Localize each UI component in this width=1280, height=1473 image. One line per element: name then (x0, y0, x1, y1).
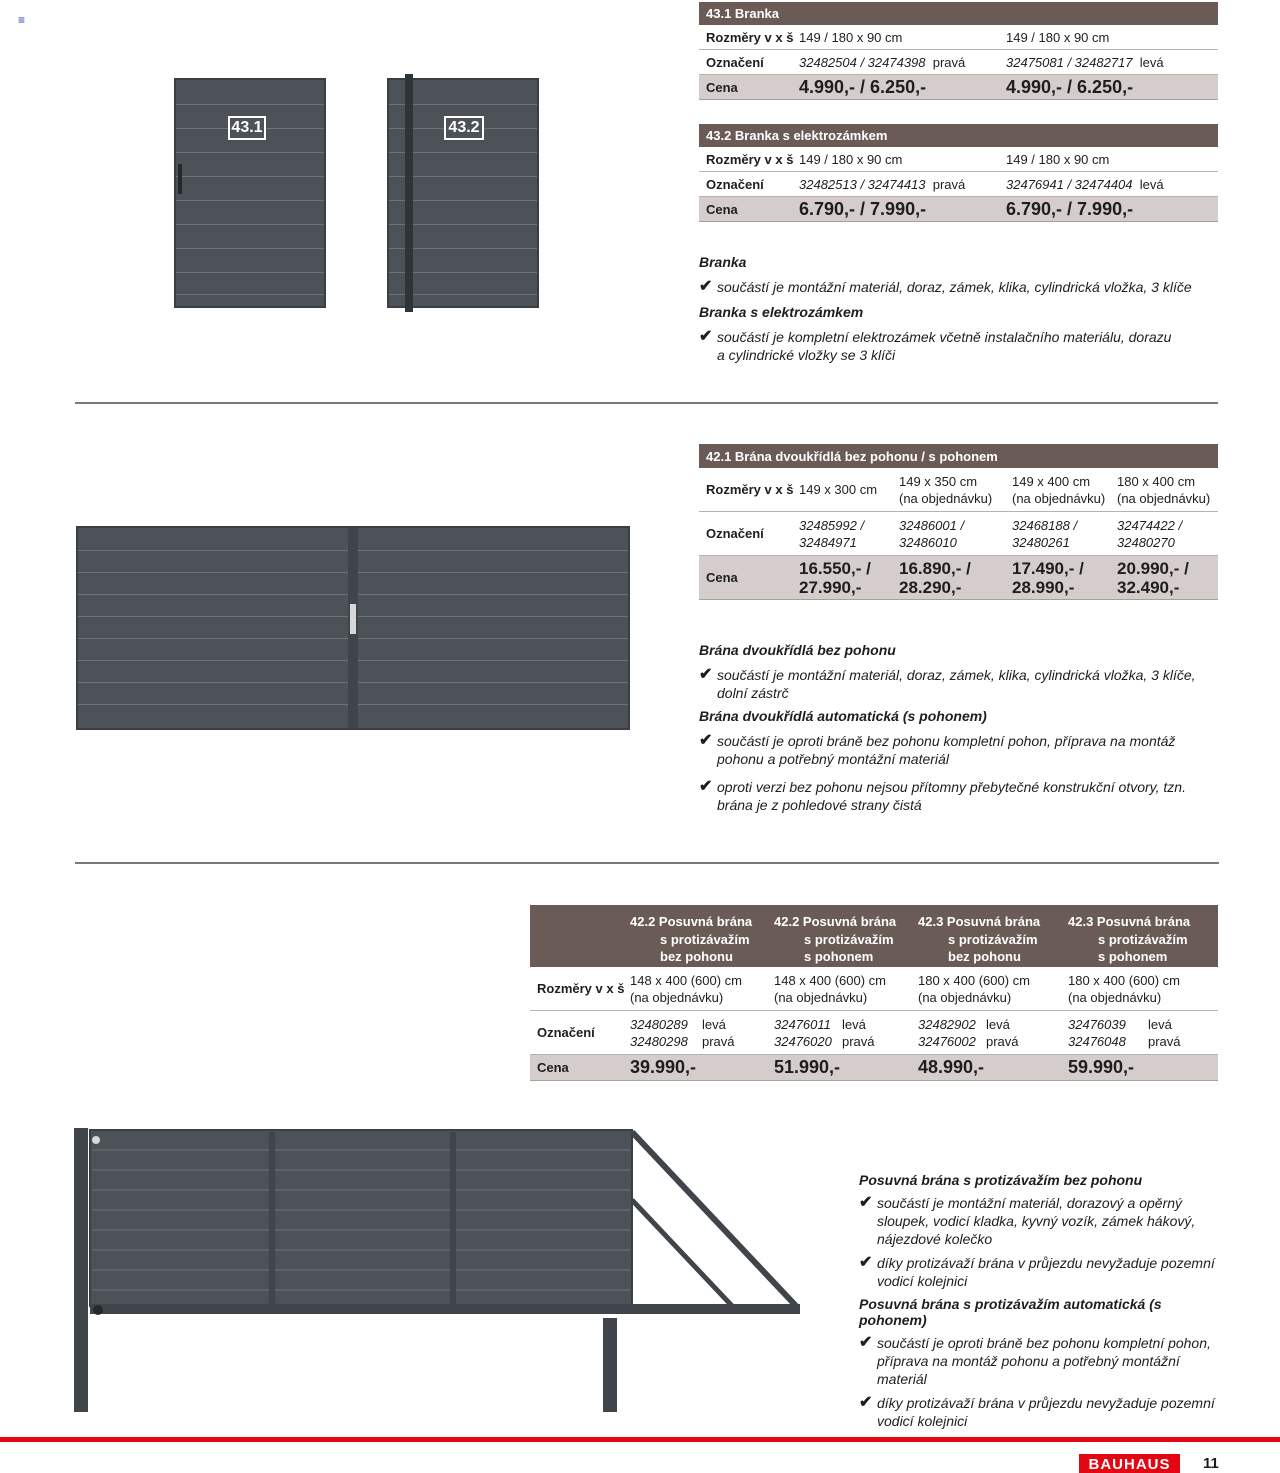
bullet-text: součástí je montážní materiál, doraz, zámek, klika, cylindrická vložka, 3 klíče (717, 279, 1192, 295)
cell-side: pravá (932, 176, 966, 192)
table-branka (699, 2, 1218, 100)
gate-image-43-2 (387, 78, 539, 308)
bullet-text: díky protizávaží brána v průjezdu nevyžaduje pozemní (877, 1395, 1215, 1411)
cell-rozmery: 149 / 180 x 90 cm (799, 29, 903, 45)
bullet-text: součástí je montážní materiál, doraz, zámek, klika, cylindrická vložka, 3 klíče, (717, 667, 1196, 683)
heading-branka: Branka (699, 254, 747, 270)
cell-code: 32476048 (1068, 1033, 1126, 1049)
row-label-oznaceni: Označení (706, 526, 764, 541)
cell-side: pravá (932, 54, 966, 70)
cell-code: 32480261 (1012, 534, 1070, 550)
column-header: 42.2 Posuvná brána (630, 914, 753, 929)
check-icon: ✔ (859, 1334, 873, 1351)
row-label-rozmery: Rozměry v x š (706, 151, 794, 167)
double-gate-image (76, 526, 630, 730)
row-label-oznaceni: Označení (706, 54, 764, 70)
column-header: 42.2 Posuvná brána (774, 914, 897, 929)
cell-side: pravá (702, 1033, 735, 1049)
row-label-cena: Cena (706, 570, 738, 585)
row-label-cena: Cena (706, 79, 738, 95)
list-item (699, 666, 1219, 702)
table-title: 42.1 Brána dvoukřídlá bez pohonu / s pohonem (699, 444, 1218, 468)
branka-description (699, 254, 1219, 364)
cell-note: (na objednávku) (774, 989, 868, 1005)
check-icon: ✔ (699, 778, 713, 795)
bullet-text: a cylindrické vložky se 3 klíči (717, 347, 896, 363)
badge-43-2: 43.2 (444, 116, 484, 140)
cell-rozmery: 149 / 180 x 90 cm (1006, 29, 1110, 45)
bullet-text: díky protizávaží brána v průjezdu nevyžaduje pozemní (877, 1255, 1215, 1271)
bullet-text: součástí je oproti bráně bez pohonu kompletní pohon, příprava na montáž (717, 733, 1176, 749)
cell-price: 6.790,- / 7.990,- (1006, 198, 1134, 219)
cell-side: pravá (842, 1033, 875, 1049)
check-icon: ✔ (699, 732, 713, 749)
list-item (859, 1254, 1229, 1290)
column-header: 42.3 Posuvná brána (1068, 914, 1191, 929)
row-label-rozmery: Rozměry v x š (706, 482, 794, 497)
cell-side: levá (1139, 176, 1164, 192)
badge-43-1: 43.1 (228, 116, 266, 140)
cell-price: 39.990,- (630, 1057, 697, 1077)
column-header: bez pohonu (660, 949, 733, 964)
cell-code: 32485992 / (799, 517, 865, 533)
cell-code: 32486010 (899, 534, 957, 550)
list-item (859, 1334, 1229, 1388)
check-icon: ✔ (699, 278, 713, 295)
table-header (530, 905, 1218, 967)
bullet-text: vodicí kolejnici (877, 1273, 968, 1289)
list-item (699, 278, 1219, 296)
list-item (699, 328, 1219, 364)
handle-icon (350, 604, 356, 634)
cell-code: 32480298 (630, 1033, 688, 1049)
cell-price: 27.990,- (799, 577, 862, 597)
heading-branka-elektrozamek: Branka s elektrozámkem (699, 304, 864, 320)
bullet-text: sloupek, vodicí kladka, kyvný vozík, zámek hákový, (877, 1213, 1196, 1229)
section-divider (75, 402, 1218, 404)
cell-code: 32482513 / 32474413 (799, 176, 926, 192)
row-label-rozmery: Rozměry v x š (537, 981, 625, 996)
cell-note: (na objednávku) (630, 989, 724, 1005)
row-label-cena: Cena (706, 201, 738, 217)
handle-icon (178, 164, 182, 194)
cell-price: 6.790,- / 7.990,- (799, 198, 927, 219)
row-label-rozmery: Rozměry v x š (706, 29, 794, 45)
check-icon: ✔ (859, 1254, 873, 1271)
column-header: s protizávažím (660, 931, 750, 947)
section-divider (75, 862, 1219, 864)
bullet-text: nájezdové kolečko (877, 1231, 993, 1247)
cell-price: 48.990,- (918, 1057, 985, 1077)
bullet-text: příprava na montáž pohonu a potřebný montážní (877, 1353, 1180, 1369)
column-header: 42.3 Posuvná brána (918, 914, 1041, 929)
column-header: s protizávažím (1098, 931, 1188, 947)
cell-note: (na objednávku) (1068, 989, 1162, 1005)
column-header: s pohonem (804, 949, 874, 964)
cell-side: levá (702, 1016, 726, 1032)
cell-code: 32476020 (774, 1033, 832, 1049)
cell-price: 28.990,- (1012, 577, 1075, 597)
cell-code: 32482504 / 32474398 (799, 54, 926, 70)
gate-post (405, 74, 413, 312)
cell-code: 32468188 / (1012, 517, 1078, 533)
cell-side: pravá (986, 1033, 1019, 1049)
cell-code: 32480270 (1117, 534, 1175, 550)
bullet-text: součástí je kompletní elektrozámek včetně instalačního materiálu, dorazu (717, 329, 1172, 345)
cell-rozmery: 149 x 350 cm (899, 473, 978, 489)
sliding-gate-image (70, 1124, 805, 1416)
bullet-text: pohonu a potřebný montážní materiál (717, 751, 949, 767)
table-brana-dvoukridla (699, 444, 1218, 600)
table-title: 43.1 Branka (699, 2, 1218, 25)
posuvna-description (859, 1172, 1229, 1430)
heading-posuvna-automaticka: Posuvná brána s protizávažím automatická (s pohonem) (859, 1296, 1162, 1328)
page-number: 11 (1203, 1455, 1219, 1472)
cell-note: (na objednávku) (1117, 490, 1211, 506)
heading-posuvna-bez-pohonu: Posuvná brána s protizávažím bez pohonu (859, 1172, 1143, 1188)
list-item (859, 1194, 1229, 1248)
gate-image-43-1 (174, 78, 326, 308)
bullet-text: brána je z pohledové strany čistá (717, 797, 922, 813)
cell-price: 32.490,- (1117, 577, 1180, 597)
cell-code: 32480289 (630, 1016, 688, 1032)
cell-rozmery: 149 / 180 x 90 cm (799, 151, 903, 167)
cell-code: 32486001 / (899, 517, 965, 533)
column-header: bez pohonu (948, 949, 1021, 964)
cell-code: 32476002 (918, 1033, 976, 1049)
cell-price: 16.890,- / (899, 558, 971, 578)
cell-price: 4.990,- / 6.250,- (799, 76, 927, 97)
flag-icon: ≡ (18, 13, 26, 27)
cell-side: levá (1148, 1016, 1172, 1032)
cell-side: levá (842, 1016, 866, 1032)
table-branka-elektrozamek (699, 124, 1218, 222)
bullet-text: součástí je montážní materiál, dorazový a opěrný (877, 1195, 1183, 1211)
cell-rozmery: 149 x 400 cm (1012, 473, 1091, 489)
cell-code: 32476011 (774, 1016, 831, 1032)
heading-brana-bez-pohonu: Brána dvoukřídlá bez pohonu (699, 642, 896, 658)
cell-note: (na objednávku) (918, 989, 1012, 1005)
cell-rozmery: 180 x 400 (600) cm (1068, 972, 1181, 988)
brana-description (699, 642, 1219, 814)
cell-note: (na objednávku) (899, 490, 993, 506)
cell-price: 17.490,- / (1012, 558, 1084, 578)
bullet-text: vodicí kolejnici (877, 1413, 968, 1429)
cell-code: 32476039 (1068, 1016, 1126, 1032)
cell-rozmery: 180 x 400 cm (1117, 473, 1196, 489)
bullet-text: dolní zástrč (717, 685, 789, 701)
column-header: s protizávažím (804, 931, 894, 947)
bullet-text: materiál (877, 1371, 927, 1387)
check-icon: ✔ (859, 1394, 873, 1411)
cell-side: pravá (1148, 1033, 1181, 1049)
cell-price: 28.290,- (899, 577, 962, 597)
cell-side: levá (1139, 54, 1164, 70)
check-icon: ✔ (699, 328, 713, 345)
cell-rozmery: 148 x 400 (600) cm (774, 972, 887, 988)
row-label-cena: Cena (537, 1060, 569, 1075)
cell-code: 32484971 (799, 534, 857, 550)
cell-price: 4.990,- / 6.250,- (1006, 76, 1134, 97)
check-icon: ✔ (859, 1194, 873, 1211)
cell-price: 59.990,- (1068, 1057, 1135, 1077)
cell-rozmery: 180 x 400 (600) cm (918, 972, 1031, 988)
column-header: s pohonem (1098, 949, 1168, 964)
cell-code: 32476941 / 32474404 (1006, 176, 1133, 192)
bauhaus-logo: BAUHAUS (1079, 1454, 1180, 1473)
list-item (699, 778, 1219, 814)
list-item (859, 1394, 1229, 1430)
cell-code: 32475081 / 32482717 (1006, 54, 1133, 70)
footer-bar (0, 1437, 1280, 1442)
table-title: 43.2 Branka s elektrozámkem (699, 124, 1218, 147)
cell-rozmery: 149 / 180 x 90 cm (1006, 151, 1110, 167)
cell-side: levá (986, 1016, 1010, 1032)
bullet-text: oproti verzi bez pohonu nejsou přítomny přebytečné konstrukční otvory, tzn. (717, 779, 1186, 795)
check-icon: ✔ (699, 666, 713, 683)
heading-brana-automaticka: Brána dvoukřídlá automatická (s pohonem) (699, 708, 987, 724)
cell-rozmery: 149 x 300 cm (799, 482, 878, 497)
cell-note: (na objednávku) (1012, 490, 1106, 506)
cell-price: 51.990,- (774, 1057, 841, 1077)
cell-rozmery: 148 x 400 (600) cm (630, 972, 743, 988)
cell-code: 32474422 / (1117, 517, 1183, 533)
table-posuvna-brana (530, 905, 1218, 1081)
cell-price: 20.990,- / (1117, 558, 1189, 578)
row-label-oznaceni: Označení (706, 176, 764, 192)
bullet-text: součástí je oproti bráně bez pohonu kompletní pohon, (877, 1335, 1211, 1351)
column-header: s protizávažím (948, 931, 1038, 947)
row-label-oznaceni: Označení (537, 1025, 595, 1040)
cell-price: 16.550,- / (799, 558, 871, 578)
cell-code: 32482902 (918, 1016, 976, 1032)
list-item (699, 732, 1219, 768)
